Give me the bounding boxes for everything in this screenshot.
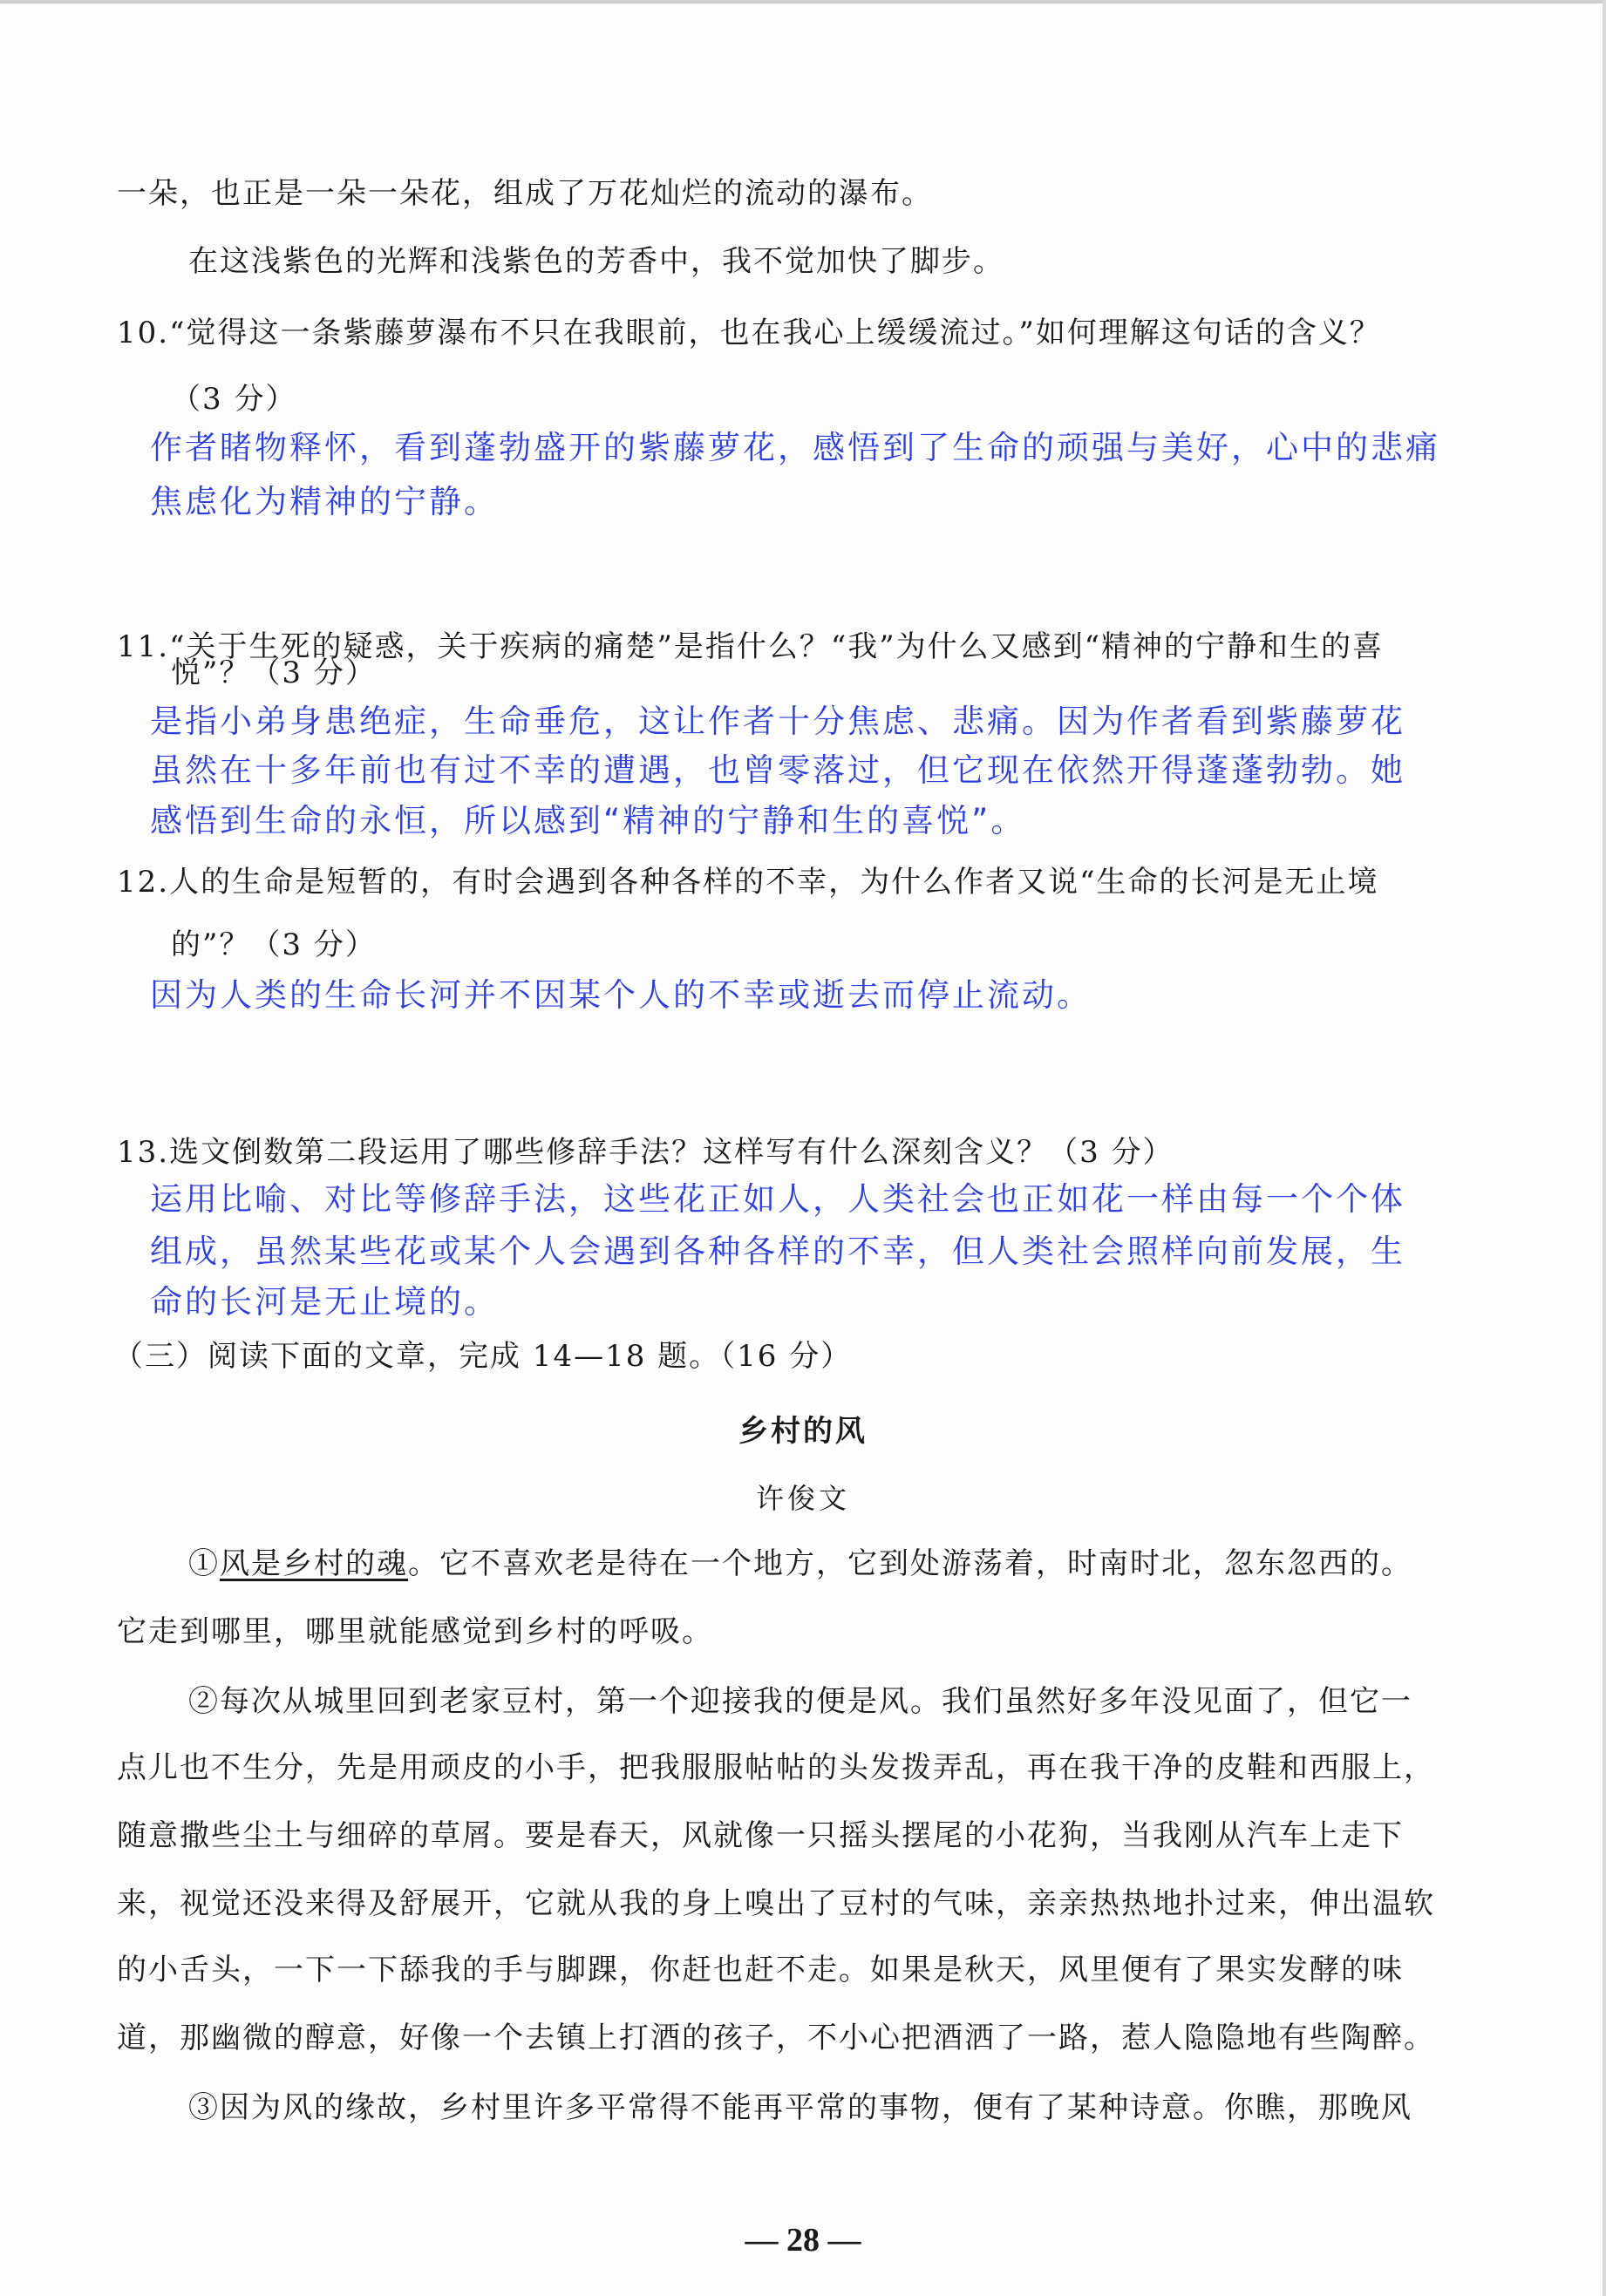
paragraph-1-line-1 — [188, 1546, 1412, 1581]
q10-answer-line-2: 焦虑化为精神的宁静。 — [150, 483, 499, 520]
q11-answer-line-2: 虽然在十多年前也有过不幸的遭遇，也曾零落过，但它现在依然开得蓬蓬勃勃。她 — [150, 751, 1405, 789]
paragraph-2-line-2: 点儿也不生分，先是用顽皮的小手，把我服服帖帖的头发拨弄乱，再在我干净的皮鞋和西服上， — [117, 1750, 1435, 1785]
paragraph-2-line-5: 的小舌头，一下一下舔我的手与脚踝，你赶也赶不走。如果是秋天，风里便有了果实发酵的味 — [117, 1953, 1404, 1987]
q13-question-line-1: 13.选文倒数第二段运用了哪些修辞手法？这样写有什么深刻含义？（3 分） — [117, 1135, 1174, 1170]
paragraph-1-number: ① — [188, 1546, 220, 1581]
paragraph-3-line-1: ③因为风的缘故，乡村里许多平常得不能再平常的事物，便有了某种诗意。你瞧，那晚风 — [188, 2090, 1412, 2125]
scan-edge-top — [0, 0, 1606, 3]
q13-answer-line-3: 命的长河是无止境的。 — [150, 1283, 499, 1321]
q10-question-line-1: 10.“觉得这一条紫藤萝瀑布不只在我眼前，也在我心上缓缓流过。”如何理解这句话的含义？ — [117, 316, 1381, 350]
article-author: 许俊文 — [755, 1482, 850, 1515]
q12-question-line-1: 12.人的生命是短暂的，有时会遇到各种各样的不幸，为什么作者又说“生命的长河是无止境 — [117, 865, 1379, 900]
q10-question-line-2: （3 分） — [171, 382, 297, 417]
article-title: 乡村的风 — [738, 1414, 868, 1449]
q12-answer-line-1: 因为人类的生命长河并不因某个人的不幸或逝去而停止流动。 — [150, 976, 1092, 1014]
paragraph-2-line-3: 随意撒些尘土与细碎的草屑。要是春天，风就像一只摇头摆尾的小花狗，当我刚从汽车上走下 — [117, 1818, 1404, 1853]
q11-answer-line-3: 感悟到生命的永恒，所以感到“精神的宁静和生的喜悦”。 — [150, 802, 1026, 839]
scan-edge-right — [1603, 0, 1606, 2296]
q13-answer-line-1: 运用比喻、对比等修辞手法，这些花正如人，人类社会也正如花一样由每一个个体 — [150, 1180, 1405, 1218]
q11-question-line-2: 悦”？（3 分） — [171, 656, 377, 690]
paragraph-1-rest: 。它不喜欢老是待在一个地方，它到处游荡着，时南时北，忽东忽西的。 — [408, 1546, 1412, 1581]
page-number: — 28 — — [745, 2222, 861, 2259]
q12-question-line-2: 的”？（3 分） — [171, 927, 377, 962]
section-3-heading: （三）阅读下面的文章，完成 14—18 题。（16 分） — [113, 1339, 853, 1374]
q10-answer-line-1: 作者睹物释怀，看到蓬勃盛开的紫藤萝花，感悟到了生命的顽强与美好，心中的悲痛 — [150, 429, 1440, 466]
paragraph-2-line-6: 道，那幽微的醇意，好像一个去镇上打酒的孩子，不小心把酒洒了一路，惹人隐隐地有些陶醉。 — [117, 2021, 1435, 2055]
passage-line-1: 一朵，也正是一朵一朵花，组成了万花灿烂的流动的瀑布。 — [117, 176, 933, 211]
paragraph-2-line-1: ②每次从城里回到老家豆村，第一个迎接我的便是风。我们虽然好多年没见面了，但它一 — [188, 1684, 1412, 1719]
q11-answer-line-1: 是指小弟身患绝症，生命垂危，这让作者十分焦虑、悲痛。因为作者看到紫藤萝花 — [150, 703, 1405, 740]
q11-question-line-1: 11.“关于生死的疑惑，关于疾病的痛楚”是指什么？“我”为什么又感到“精神的宁静和生的喜 — [117, 629, 1384, 664]
q13-answer-line-2: 组成，虽然某些花或某个人会遇到各种各样的不幸，但人类社会照样向前发展，生 — [150, 1233, 1405, 1270]
paragraph-1-underlined-phrase: 风是乡村的魂 — [220, 1546, 408, 1581]
passage-line-2: 在这浅紫色的光辉和浅紫色的芳香中，我不觉加快了脚步。 — [188, 244, 1004, 279]
paragraph-2-line-4: 来，视觉还没来得及舒展开，它就从我的身上嗅出了豆村的气味，亲亲热热地扑过来，伸出温软 — [117, 1886, 1435, 1921]
paragraph-1-line-2: 它走到哪里，哪里就能感觉到乡村的呼吸。 — [117, 1614, 713, 1649]
